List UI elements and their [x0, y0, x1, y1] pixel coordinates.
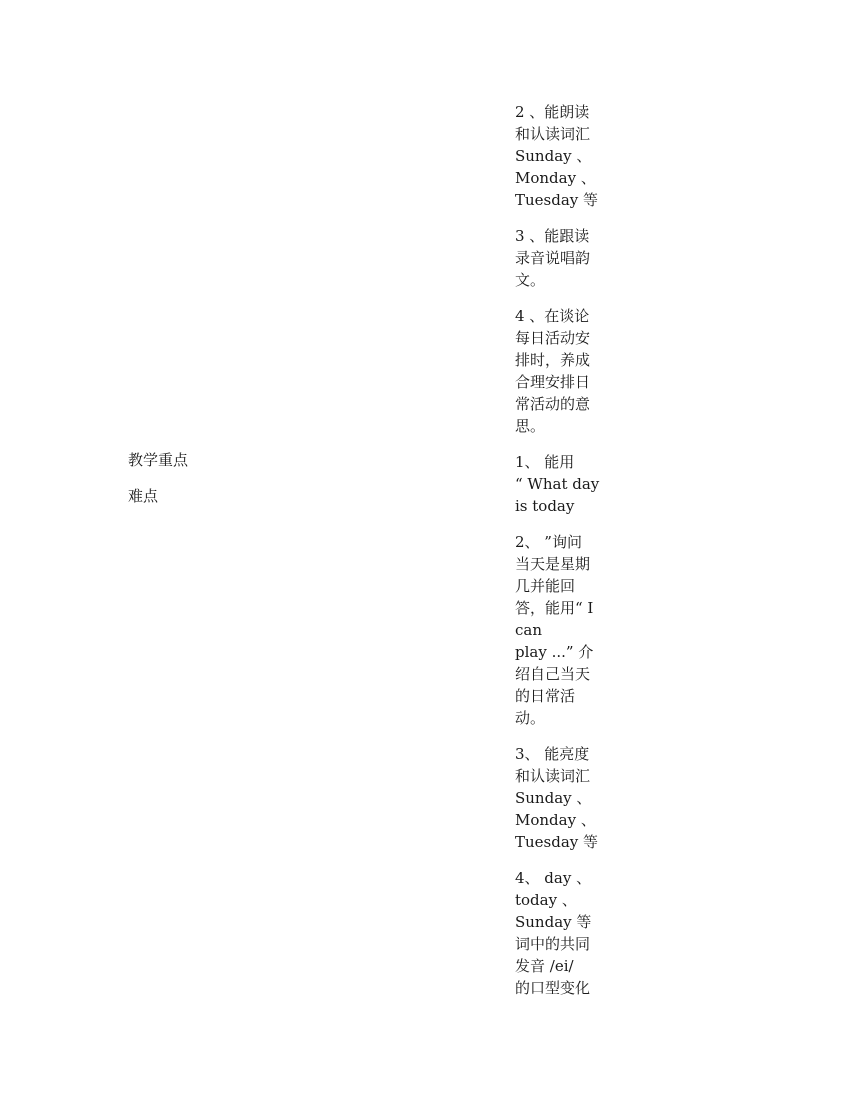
- content-column: [515, 101, 601, 1013]
- key-point-item-1: 1、 能用 “ What day is today: [515, 453, 600, 515]
- objective-item-2: 2 、能朗读 和认读词汇 Sunday 、 Monday 、 Tuesday 等: [515, 103, 599, 209]
- objective-item-4: 4 、在谈论 每日活动安 排时，养成 合理安排日 常活动的意 思。: [515, 307, 591, 435]
- teaching-focus-label: 教学重点: [128, 451, 189, 469]
- row-label-column: [128, 449, 328, 521]
- key-point-item-4: 4、 day 、 today 、 Sunday 等 词中的共同 发音 /ei/ 的口型变化: [515, 869, 592, 997]
- teaching-difficulty-label: 难点: [128, 487, 159, 505]
- key-point-item-2: 2、 ”询问 当天是星期 几并能回 答，能用“ I can play ...” 介 绍自己当天 的日常活 动。: [515, 533, 594, 727]
- objective-item-3: 3 、能跟读 录音说唱韵 文。: [515, 227, 591, 289]
- key-point-item-3: 3、 能亮度 和认读词汇 Sunday 、 Monday 、 Tuesday 等: [515, 745, 599, 851]
